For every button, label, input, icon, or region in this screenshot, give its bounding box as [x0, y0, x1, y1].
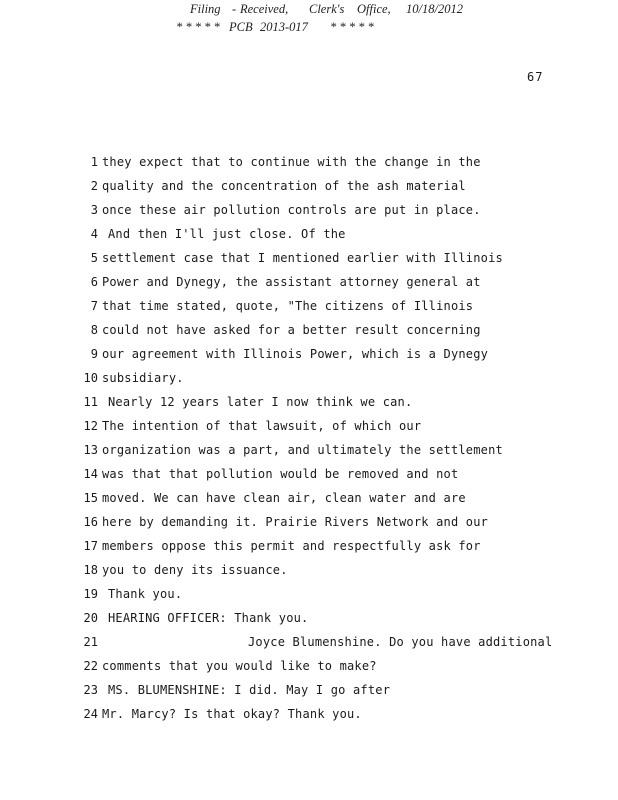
line-number: 13: [83, 443, 98, 457]
line-text: quality and the concentration of the ash material: [102, 179, 466, 193]
line-text: subsidiary.: [102, 371, 184, 385]
line-text: The intention of that lawsuit, of which our: [102, 419, 422, 433]
transcript-line: [0, 630, 618, 654]
header-clerks: Clerk's: [309, 2, 345, 16]
transcript-line: [0, 390, 618, 414]
line-number: 21: [83, 635, 98, 649]
line-number: 16: [83, 515, 98, 529]
line-number: 15: [83, 491, 98, 505]
line-number: 4: [90, 227, 98, 241]
transcript-line: [0, 678, 618, 702]
line-number: 11: [83, 395, 98, 409]
line-text: HEARING OFFICER: Thank you.: [108, 611, 309, 625]
transcript-line: [0, 534, 618, 558]
line-text: Nearly 12 years later I now think we can.: [108, 395, 413, 409]
header-case-number: 2013-017: [260, 20, 308, 34]
header-dash: -: [232, 2, 237, 16]
transcript-line: [0, 342, 618, 366]
transcript-line: [0, 438, 618, 462]
header-stars-left: * * * * *: [176, 20, 220, 34]
transcript-line: [0, 582, 618, 606]
header-stars-right: * * * * *: [330, 20, 374, 34]
line-text: Thank you.: [108, 587, 183, 601]
line-text: they expect that to continue with the change in the: [102, 155, 481, 169]
line-text: once these air pollution controls are put in place.: [102, 203, 481, 217]
transcript-line: [0, 510, 618, 534]
page-number: 67: [527, 70, 544, 84]
transcript-line: [0, 462, 618, 486]
transcript-line: [0, 150, 618, 174]
transcript-line: [0, 246, 618, 270]
header-filing: Filing: [190, 2, 221, 16]
line-text: members oppose this permit and respectfully ask for: [102, 539, 481, 553]
transcript-line: [0, 558, 618, 582]
transcript-line: [0, 198, 618, 222]
line-number: 17: [83, 539, 98, 553]
line-number: 19: [83, 587, 98, 601]
line-text: Joyce Blumenshine. Do you have additional: [248, 635, 553, 649]
line-text: Power and Dynegy, the assistant attorney general at: [102, 275, 481, 289]
transcript-line: [0, 654, 618, 678]
line-number: 20: [83, 611, 98, 625]
line-text: could not have asked for a better result concerning: [102, 323, 481, 337]
transcript-line: [0, 318, 618, 342]
transcript-line: [0, 174, 618, 198]
line-number: 24: [83, 707, 98, 721]
line-text: here by demanding it. Prairie Rivers Network and our: [102, 515, 489, 529]
line-number: 7: [90, 299, 98, 313]
transcript-line: [0, 270, 618, 294]
line-number: 12: [83, 419, 98, 433]
line-number: 9: [90, 347, 98, 361]
line-text: was that that pollution would be removed and not: [102, 467, 459, 481]
line-text: you to deny its issuance.: [102, 563, 288, 577]
line-number: 1: [90, 155, 98, 169]
line-number: 14: [83, 467, 98, 481]
line-text: settlement case that I mentioned earlier with Illinois: [102, 251, 503, 265]
line-text: Mr. Marcy? Is that okay? Thank you.: [102, 707, 362, 721]
transcript-line: [0, 222, 618, 246]
line-number: 10: [83, 371, 98, 385]
transcript-line: [0, 414, 618, 438]
line-number: 6: [90, 275, 98, 289]
line-number: 3: [90, 203, 98, 217]
line-number: 22: [83, 659, 98, 673]
line-text: moved. We can have clean air, clean water and are: [102, 491, 466, 505]
line-number: 8: [90, 323, 98, 337]
line-text: comments that you would like to make?: [102, 659, 377, 673]
line-number: 18: [83, 563, 98, 577]
transcript-line: [0, 294, 618, 318]
header-office: Office,: [357, 2, 391, 16]
transcript-line: [0, 366, 618, 390]
transcript-line: [0, 606, 618, 630]
header-pcb: PCB: [229, 20, 253, 34]
header-date: 10/18/2012: [406, 2, 463, 16]
line-number: 2: [90, 179, 98, 193]
line-text: And then I'll just close. Of the: [108, 227, 346, 241]
line-text: that time stated, quote, "The citizens of Illinois: [102, 299, 474, 313]
line-number: 5: [90, 251, 98, 265]
line-text: organization was a part, and ultimately the settlement: [102, 443, 503, 457]
line-number: 23: [83, 683, 98, 697]
header-received: Received,: [240, 2, 289, 16]
transcript-line: [0, 486, 618, 510]
transcript-line: [0, 702, 618, 726]
line-text: our agreement with Illinois Power, which is a Dynegy: [102, 347, 489, 361]
line-text: MS. BLUMENSHINE: I did. May I go after: [108, 683, 391, 697]
